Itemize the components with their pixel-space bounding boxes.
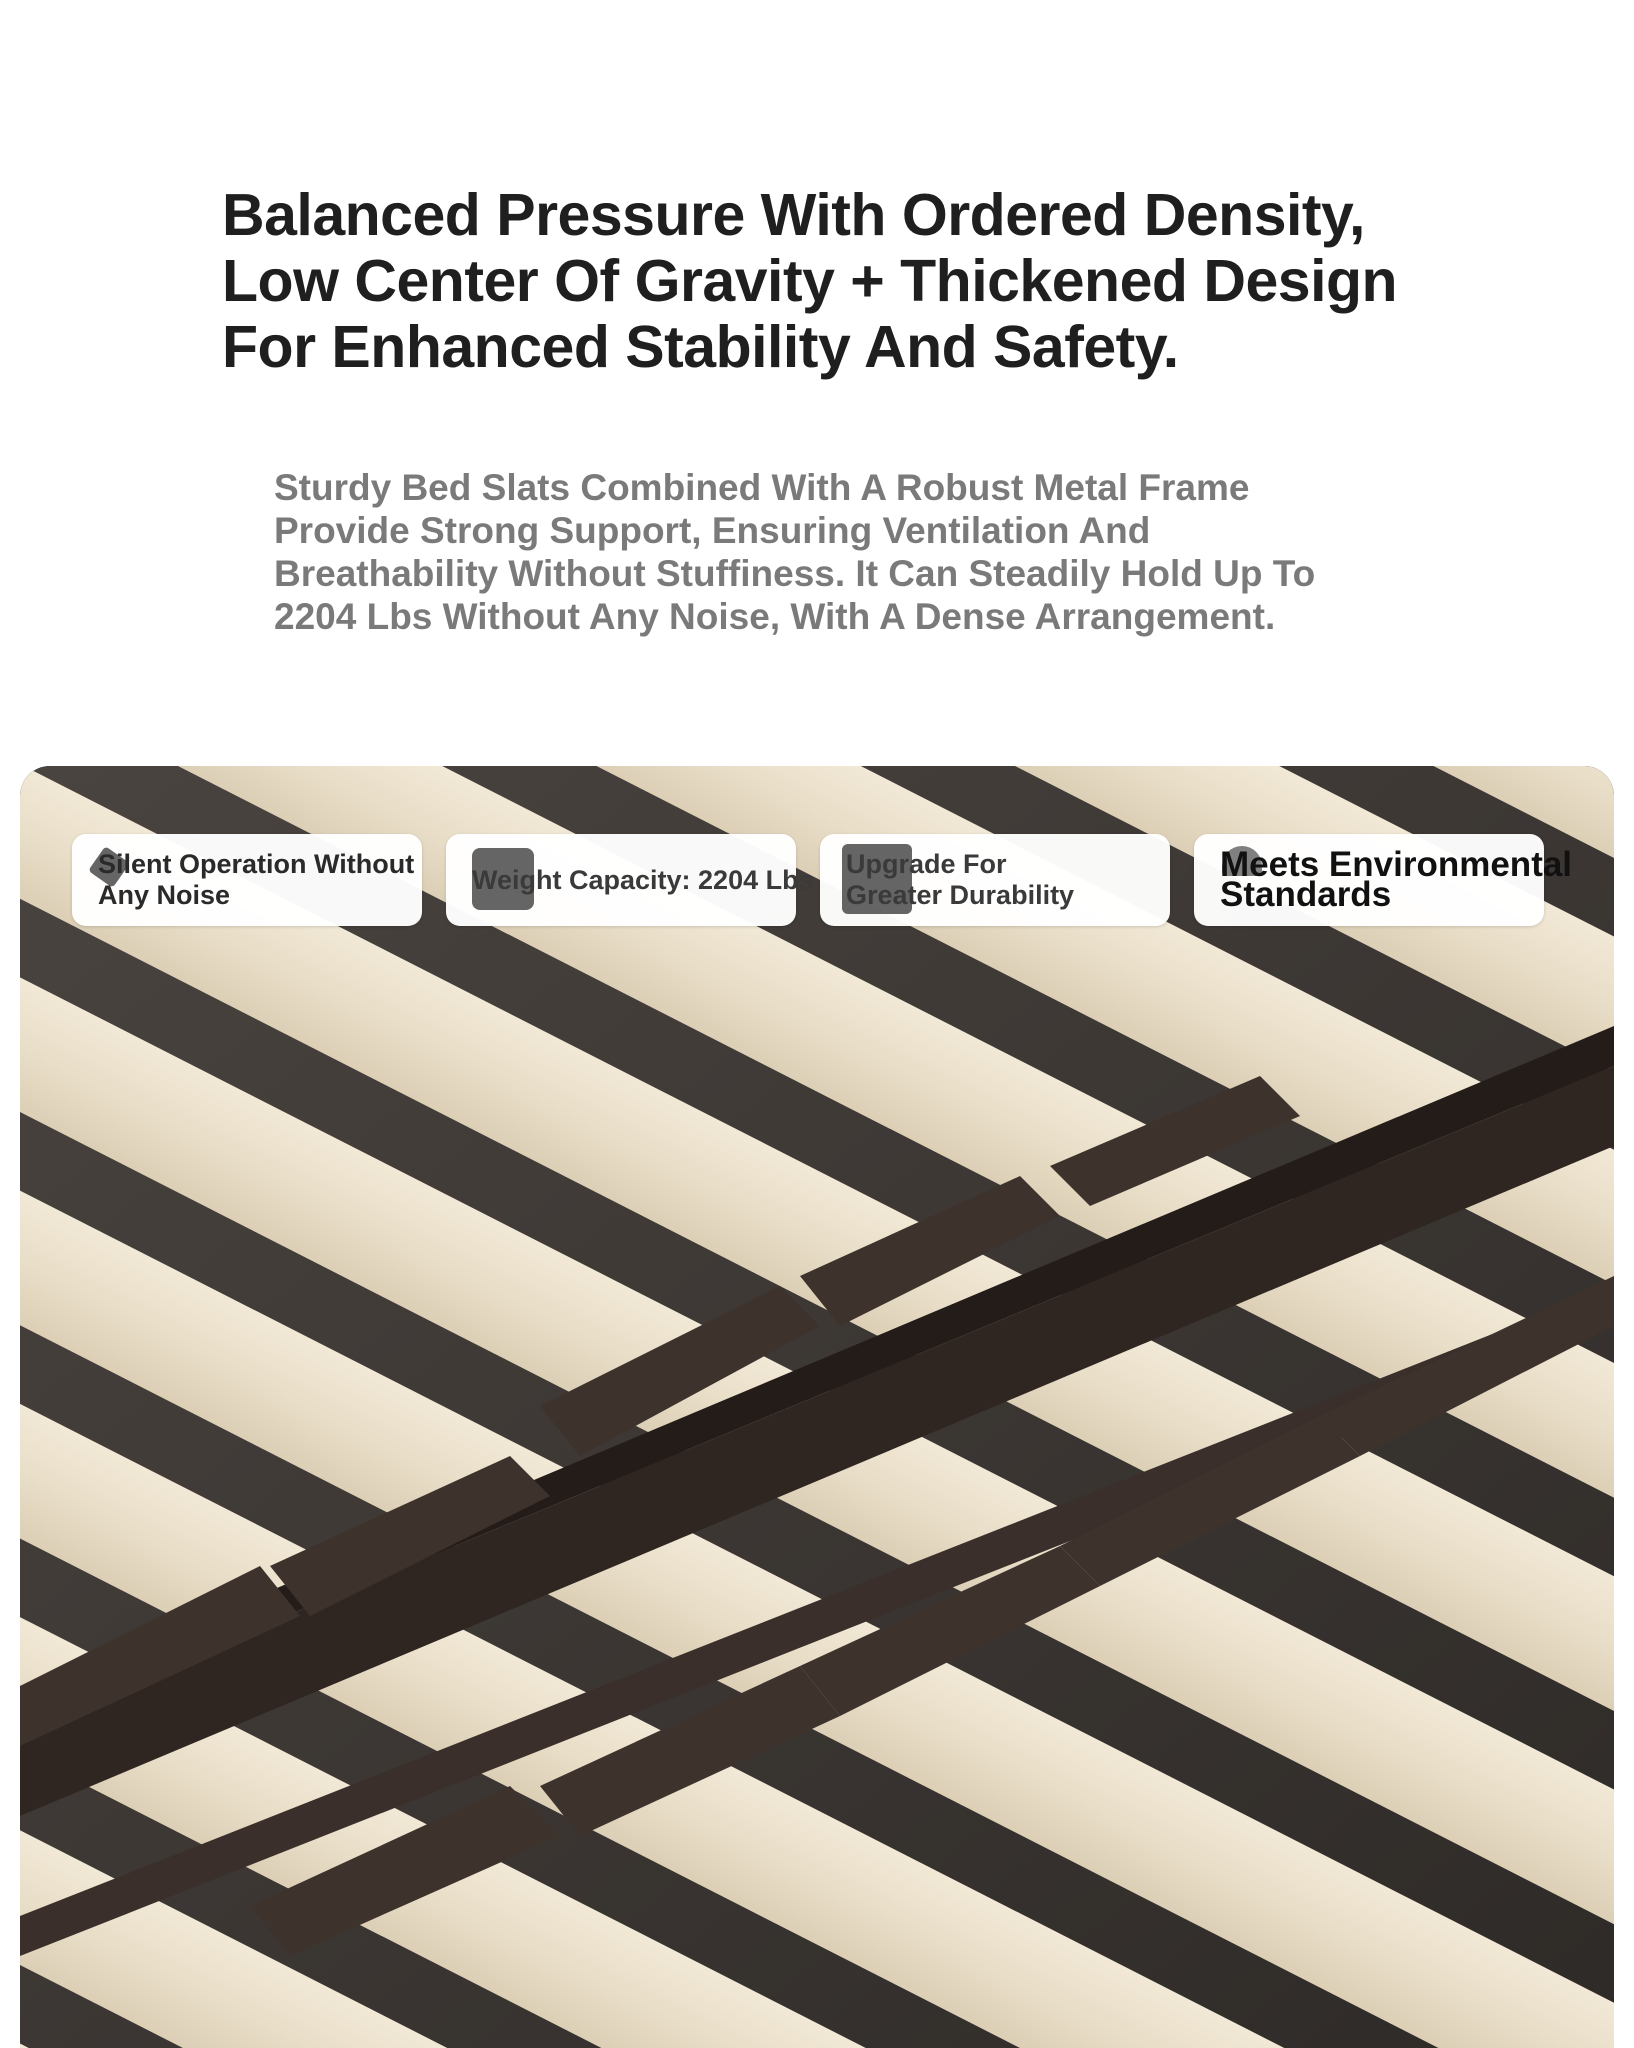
badge-label [846, 849, 1074, 911]
badge-label-line-2: Standards [1220, 875, 1392, 914]
description [274, 466, 1394, 638]
badge-silent-operation [72, 834, 422, 926]
headline-line-2: Low Center Of Gravity + Thickened Design [222, 248, 1398, 314]
bed-slats-illustration [20, 766, 1614, 2048]
badge-environmental [1194, 834, 1573, 926]
headline-line-1: Balanced Pressure With Ordered Density, [222, 182, 1365, 248]
badge-weight-capacity [446, 834, 814, 926]
bed-slats-photo [20, 766, 1614, 2048]
badge-label-line-1: Upgrade For [846, 849, 1007, 879]
badge-label [472, 865, 814, 896]
badge-label-line-1: Meets Environmental [1220, 845, 1573, 884]
badge-label-line-1: Silent Operation Without [98, 849, 415, 879]
badge-durability [820, 834, 1170, 926]
headline-line-3: For Enhanced Stability And Safety. [222, 314, 1179, 380]
badge-label [98, 849, 414, 911]
badge-label-line-2: Greater Durability [846, 880, 1075, 910]
badge-label-line-1: Weight Capacity: 2204 Lbs [472, 864, 814, 895]
description-line-4: 2204 Lbs Without Any Noise, With A Dense Arrangement. [274, 596, 1276, 637]
badge-label-line-2: Any Noise [98, 880, 231, 910]
description-line-3: Breathability Without Stuffiness. It Can Steadily Hold Up To [274, 553, 1316, 594]
badge-label [1220, 845, 1573, 914]
headline [222, 182, 1422, 380]
description-line-1: Sturdy Bed Slats Combined With A Robust Metal Frame [274, 467, 1250, 508]
description-line-2: Provide Strong Support, Ensuring Ventilation And [274, 510, 1151, 551]
